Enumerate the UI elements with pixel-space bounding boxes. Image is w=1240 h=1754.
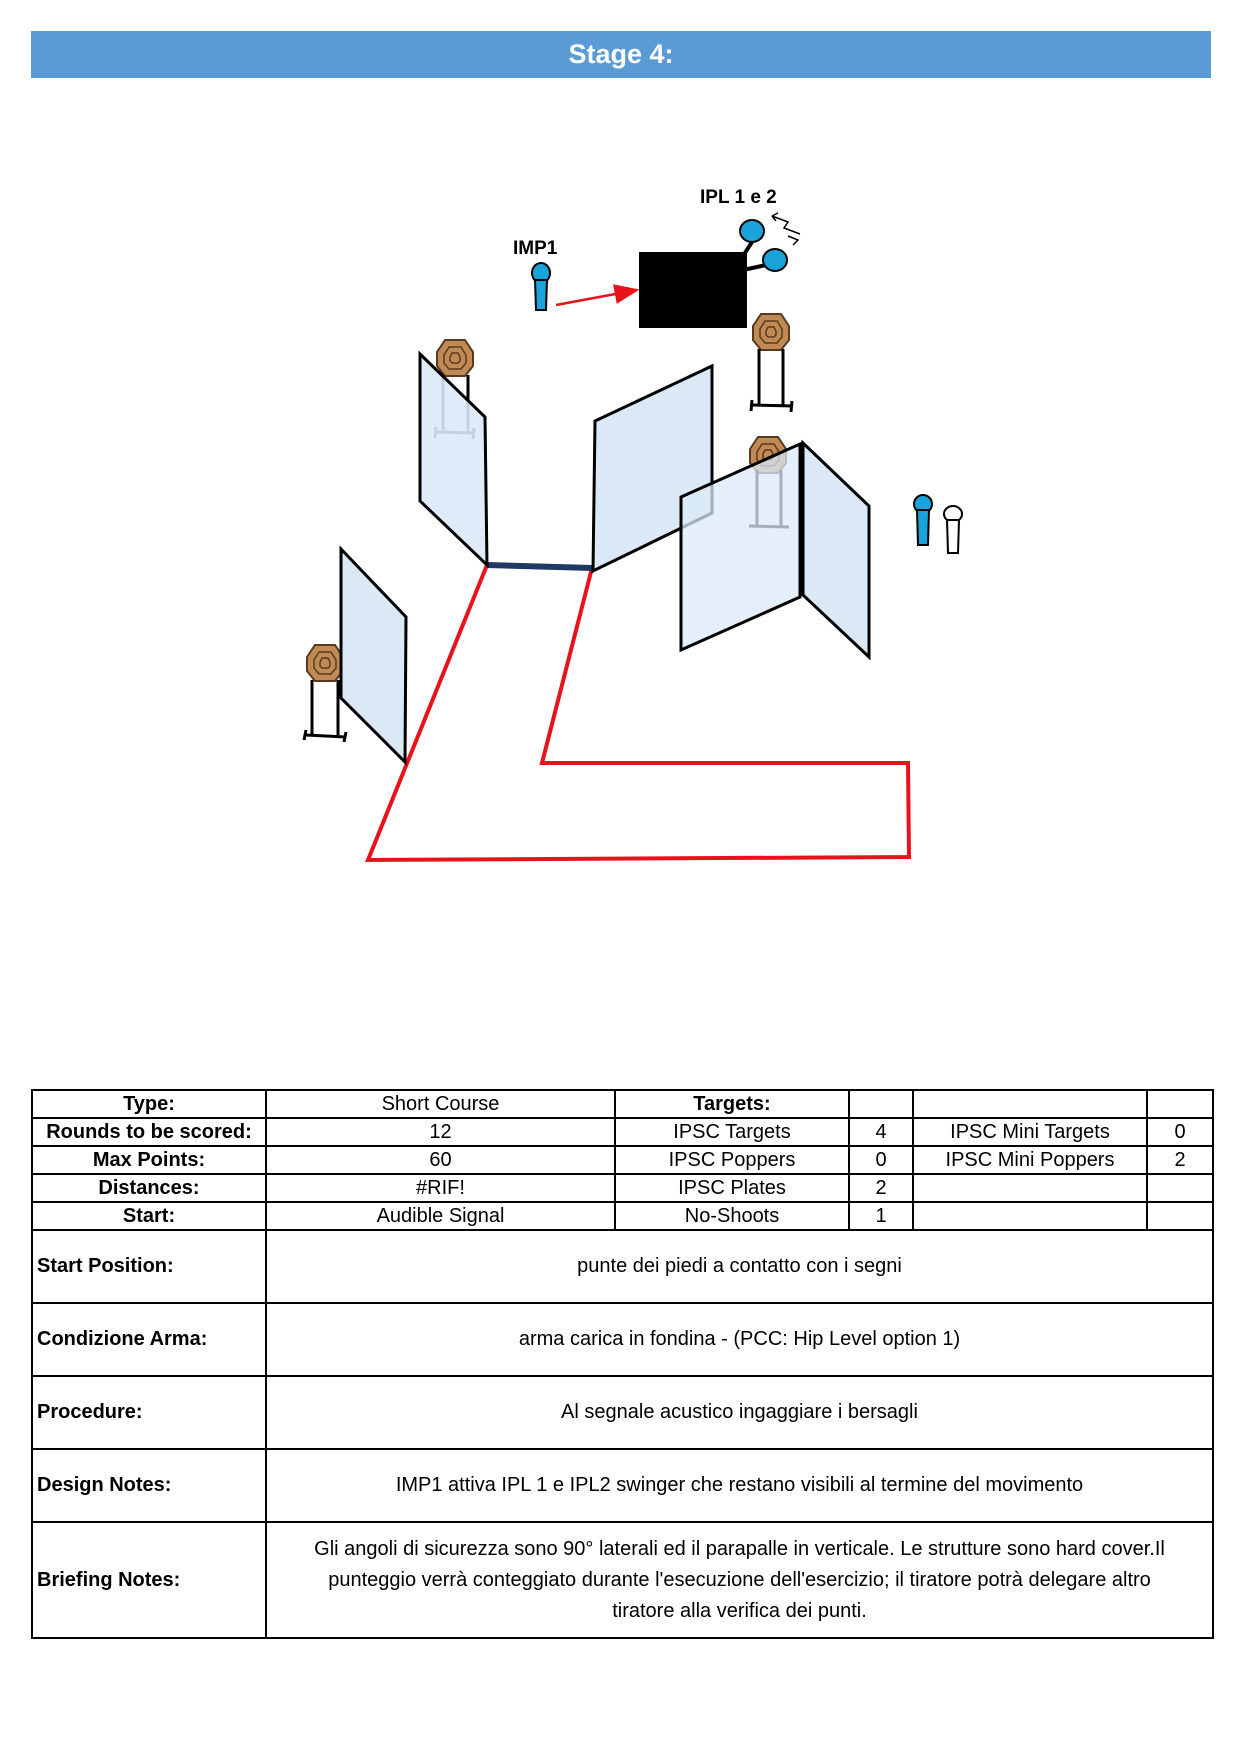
briefing-notes-label: Briefing Notes: bbox=[32, 1522, 266, 1638]
stage-title: Stage 4: bbox=[568, 39, 674, 69]
condizione-arma-label: Condizione Arma: bbox=[32, 1303, 266, 1376]
mini-targets-value: 0 bbox=[1147, 1118, 1213, 1146]
empty-cell bbox=[1147, 1202, 1213, 1230]
paper-target-right-upper bbox=[751, 314, 793, 412]
ipsc-poppers-label: IPSC Poppers bbox=[615, 1146, 849, 1174]
swingers-label: IPL 1 e 2 bbox=[700, 187, 777, 208]
mini-popper-blue bbox=[914, 495, 932, 545]
activator-label: IMP1 bbox=[513, 238, 558, 259]
swing-indicator-icon bbox=[772, 213, 800, 245]
start-value: Audible Signal bbox=[266, 1202, 615, 1230]
empty-cell bbox=[913, 1174, 1147, 1202]
start-position-label: Start Position: bbox=[32, 1230, 266, 1303]
briefing-notes-value: Gli angoli di sicurezza sono 90° laterali ed il parapalle in verticale. Le strutture sono hard cover.Il punteggio verrà conteggiato durante l'esecuzione dell'esercizio; il tiratore potrà delegare altro tiratore alla verifica dei punti. bbox=[266, 1522, 1213, 1638]
ipsc-plates-label: IPSC Plates bbox=[615, 1174, 849, 1202]
wall-left-upper bbox=[420, 354, 487, 565]
start-label: Start: bbox=[32, 1202, 266, 1230]
empty-cell bbox=[849, 1090, 913, 1118]
activation-arrow bbox=[556, 290, 637, 305]
ipsc-poppers-value: 0 bbox=[849, 1146, 913, 1174]
type-value: Short Course bbox=[266, 1090, 615, 1118]
ipsc-plates-value: 2 bbox=[849, 1174, 913, 1202]
ipl-2-plate bbox=[743, 249, 787, 271]
empty-cell bbox=[913, 1202, 1147, 1230]
condizione-arma-value: arma carica in fondina - (PCC: Hip Level option 1) bbox=[266, 1303, 1213, 1376]
ipsc-targets-value: 4 bbox=[849, 1118, 913, 1146]
type-label: Type: bbox=[32, 1090, 266, 1118]
empty-cell bbox=[913, 1090, 1147, 1118]
mini-targets-label: IPSC Mini Targets bbox=[913, 1118, 1147, 1146]
rounds-label: Rounds to be scored: bbox=[32, 1118, 266, 1146]
mini-poppers-value: 2 bbox=[1147, 1146, 1213, 1174]
procedure-label: Procedure: bbox=[32, 1376, 266, 1449]
mini-popper-white bbox=[944, 506, 962, 553]
max-points-label: Max Points: bbox=[32, 1146, 266, 1174]
ipsc-targets-label: IPSC Targets bbox=[615, 1118, 849, 1146]
imp1-popper bbox=[532, 263, 550, 310]
procedure-value: Al segnale acustico ingaggiare i bersagli bbox=[266, 1376, 1213, 1449]
stage-info-table bbox=[31, 1089, 1214, 1639]
ipl-1-plate bbox=[740, 220, 764, 256]
design-notes-value: IMP1 attiva IPL 1 e IPL2 swinger che restano visibili al termine del movimento bbox=[266, 1449, 1213, 1522]
no-shoots-label: No-Shoots bbox=[615, 1202, 849, 1230]
empty-cell bbox=[1147, 1174, 1213, 1202]
fault-line-front bbox=[487, 565, 592, 568]
empty-cell bbox=[1147, 1090, 1213, 1118]
no-shoots-value: 1 bbox=[849, 1202, 913, 1230]
swinger-box bbox=[639, 252, 747, 328]
rounds-value: 12 bbox=[266, 1118, 615, 1146]
design-notes-label: Design Notes: bbox=[32, 1449, 266, 1522]
distances-label: Distances: bbox=[32, 1174, 266, 1202]
start-position-value: punte dei piedi a contatto con i segni bbox=[266, 1230, 1213, 1303]
wall-right-side bbox=[803, 443, 869, 657]
mini-poppers-label: IPSC Mini Poppers bbox=[913, 1146, 1147, 1174]
wall-left-bottom bbox=[341, 549, 406, 762]
distances-value: #RIF! bbox=[266, 1174, 615, 1202]
max-points-value: 60 bbox=[266, 1146, 615, 1174]
targets-header: Targets: bbox=[615, 1090, 849, 1118]
